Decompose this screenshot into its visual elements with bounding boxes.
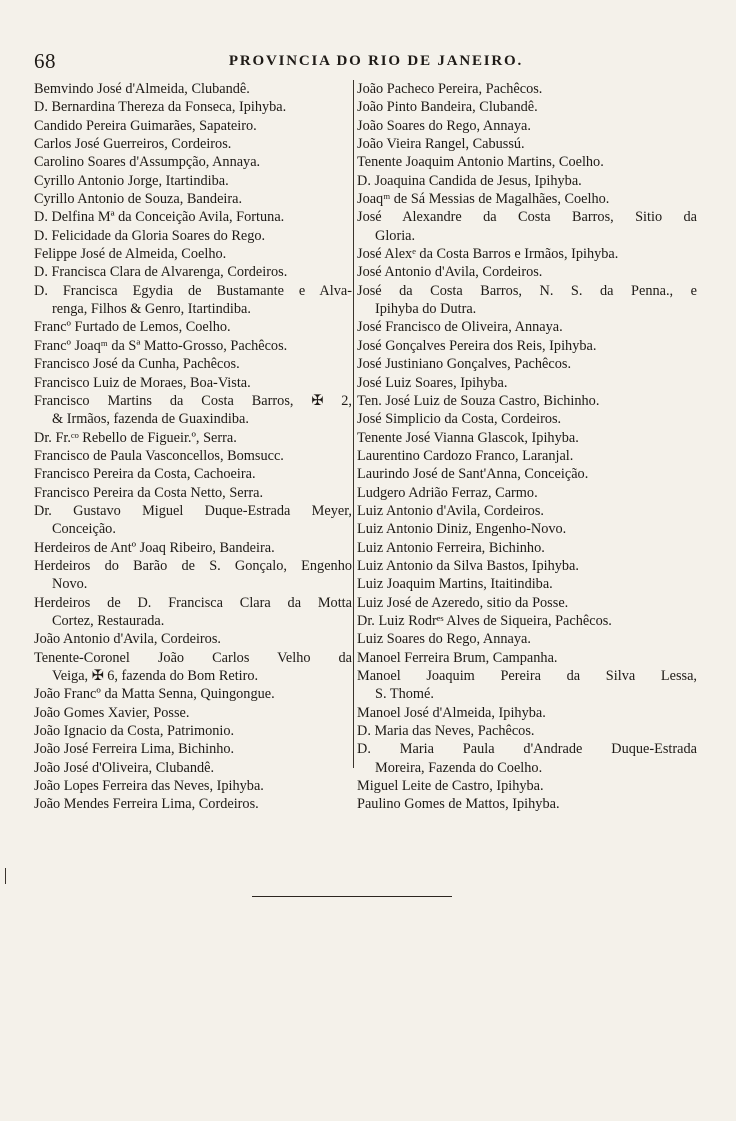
directory-entry: José Alexandre da Costa Barros, Sitio da [357, 209, 697, 226]
running-title: PROVINCIA DO RIO DE JANEIRO. [228, 53, 524, 69]
directory-entry-continuation: Gloria. [375, 227, 416, 244]
directory-entry: Tenente-Coronel João Carlos Velho da [34, 649, 352, 666]
directory-entry: José Justiniano Gonçalves, Pachêcos. [357, 356, 572, 373]
directory-entry: Luiz José de Azeredo, sitio da Posse. [357, 594, 569, 611]
directory-entry: José Antonio d'Avila, Cordeiros. [357, 264, 543, 281]
directory-entry: Bemvindo José d'Almeida, Clubandê. [34, 81, 250, 97]
directory-entry: D. Bernardina Thereza da Fonseca, Ipihyba. [34, 99, 287, 116]
directory-entry: Francisco José da Cunha, Pachêcos. [34, 356, 240, 373]
directory-entry-continuation: Ipihyba do Dutra. [375, 301, 477, 318]
directory-entry: Carlos José Guerreiros, Cordeiros. [34, 136, 232, 153]
directory-entry: Carolino Soares d'Assumpção, Annaya. [34, 154, 261, 171]
directory-entry: Herdeiros de Antº Joaq Ribeiro, Bandeira. [34, 539, 275, 556]
directory-entry: João Pacheco Pereira, Pachêcos. [357, 81, 543, 97]
directory-entry: Tenente Joaquim Antonio Martins, Coelho. [357, 154, 604, 171]
directory-entry-continuation: & Irmãos, fazenda de Guaxindiba. [52, 411, 249, 428]
directory-entry: José Francisco de Oliveira, Annaya. [357, 319, 563, 336]
directory-entry: João José Ferreira Lima, Bichinho. [34, 741, 235, 758]
directory-entry: Luiz Antonio d'Avila, Cordeiros. [357, 502, 544, 519]
directory-entry: Francisco Martins da Costa Barros, ✠ 2, [34, 392, 352, 409]
directory-entry: Francisco Pereira da Costa, Cachoeira. [34, 466, 256, 483]
directory-entry: Ten. José Luiz de Souza Castro, Bichinho. [357, 392, 600, 409]
directory-entry: José Simplicio da Costa, Cordeiros. [357, 411, 562, 428]
directory-entry-continuation: Cortez, Restaurada. [52, 612, 165, 629]
directory-entry: Felippe José de Almeida, Coelho. [34, 246, 227, 263]
right-column [357, 80, 697, 814]
directory-entry-continuation: Novo. [52, 576, 88, 593]
directory-entry: João Mendes Ferreira Lima, Cordeiros. [34, 796, 259, 813]
margin-mark [5, 868, 6, 884]
directory-entry: João Francº da Matta Senna, Quingongue. [34, 686, 275, 703]
directory-entry: João Antonio d'Avila, Cordeiros. [34, 631, 221, 648]
directory-entry: Cyrillo Antonio de Souza, Bandeira. [34, 191, 243, 208]
directory-entry: Ludgero Adrião Ferraz, Carmo. [357, 484, 538, 501]
directory-entry: Laurentino Cardozo Franco, Laranjal. [357, 447, 574, 464]
directory-entry: João Lopes Ferreira das Neves, Ipihyba. [34, 778, 264, 795]
directory-entry: D. Maria das Neves, Pachêcos. [357, 723, 535, 740]
directory-entry: Tenente José Vianna Glascok, Ipihyba. [357, 429, 579, 446]
directory-entry: Francisco de Paula Vasconcellos, Bomsucc. [34, 447, 284, 464]
directory-entry: Luiz Antonio da Silva Bastos, Ipihyba. [357, 557, 579, 574]
directory-entry: Dr. Luiz Rodrᵉˢ Alves de Siqueira, Pachêcos. [357, 612, 612, 629]
directory-entry: João Vieira Rangel, Cabussú. [357, 136, 525, 153]
directory-entry: José Alexᵉ da Costa Barros e Irmãos, Ipihyba. [357, 246, 619, 263]
directory-entry: D. Joaquina Candida de Jesus, Ipihyba. [357, 172, 582, 189]
directory-entry: José da Costa Barros, N. S. da Penna., e [357, 282, 697, 299]
directory-entry: D. Francisca Clara de Alvarenga, Cordeiros. [34, 264, 288, 281]
directory-entry: D. Delfina Mª da Conceição Avila, Fortuna. [34, 209, 285, 226]
directory-entry: Luiz Soares do Rego, Annaya. [357, 631, 531, 648]
page-header [34, 48, 694, 74]
directory-entry: Francisco Luiz de Moraes, Boa-Vista. [34, 374, 251, 391]
page-number: 68 [34, 49, 56, 73]
directory-entry: Herdeiros de D. Francisca Clara da Motta [34, 594, 352, 611]
directory-entry: Herdeiros do Barão de S. Gonçalo, Engenho [34, 557, 352, 574]
directory-entry: Francisco Pereira da Costa Netto, Serra. [34, 484, 264, 501]
directory-entry: Manoel Ferreira Brum, Campanha. [357, 649, 558, 666]
directory-entry: Manoel Joaquim Pereira da Silva Lessa, [357, 668, 697, 684]
directory-entry-continuation: renga, Filhos & Genro, Itartindiba. [52, 301, 251, 318]
directory-entry: João Soares do Rego, Annaya. [357, 117, 531, 134]
directory-entry: Luiz Antonio Ferreira, Bichinho. [357, 539, 545, 556]
directory-entry: Luiz Joaquim Martins, Itaitindiba. [357, 576, 553, 593]
directory-entry: Francº Joaqᵐ da Sª Matto-Grosso, Pachêcos. [34, 337, 288, 354]
directory-entry: Candido Pereira Guimarães, Sapateiro. [34, 117, 257, 134]
closing-rule [252, 896, 452, 897]
directory-entry: D. Francisca Egydia de Bustamante e Alva- [34, 282, 352, 299]
directory-entry: José Gonçalves Pereira dos Reis, Ipihyba. [357, 337, 597, 354]
directory-entry-continuation: Conceição. [52, 521, 116, 538]
directory-entry: Laurindo José de Sant'Anna, Conceição. [357, 466, 589, 483]
directory-entry: Joaqᵐ de Sá Messias de Magalhães, Coelho. [357, 191, 610, 208]
left-column [34, 80, 352, 814]
directory-entry-continuation: Veiga, ✠ 6, fazenda do Bom Retiro. [52, 668, 259, 684]
directory-entry: João Gomes Xavier, Posse. [34, 704, 190, 721]
directory-entry: Dr. Fr.ᶜᵒ Rebello de Figueir.º, Serra. [34, 429, 237, 446]
directory-entry: João Ignacio da Costa, Patrimonio. [34, 723, 235, 740]
directory-entry: D. Maria Paula d'Andrade Duque-Estrada [357, 741, 697, 758]
directory-entry: D. Felicidade da Gloria Soares do Rego. [34, 227, 266, 244]
directory-entry-continuation: Moreira, Fazenda do Coelho. [375, 759, 543, 776]
directory-entry: Dr. Gustavo Miguel Duque-Estrada Meyer, [34, 502, 352, 519]
directory-entry: João Pinto Bandeira, Clubandê. [357, 99, 538, 116]
directory-entry: José Luiz Soares, Ipihyba. [357, 374, 508, 391]
directory-entry: Miguel Leite de Castro, Ipihyba. [357, 778, 544, 795]
directory-entry: Francº Furtado de Lemos, Coelho. [34, 319, 231, 336]
column-divider [353, 80, 354, 768]
directory-entry: Manoel José d'Almeida, Ipihyba. [357, 704, 546, 721]
directory-entry: Paulino Gomes de Mattos, Ipihyba. [357, 796, 560, 813]
directory-entry: João José d'Oliveira, Clubandê. [34, 759, 215, 776]
directory-entry-continuation: S. Thomé. [375, 686, 434, 703]
directory-entry: Cyrillo Antonio Jorge, Itartindiba. [34, 172, 229, 189]
directory-entry: Luiz Antonio Diniz, Engenho-Novo. [357, 521, 567, 538]
